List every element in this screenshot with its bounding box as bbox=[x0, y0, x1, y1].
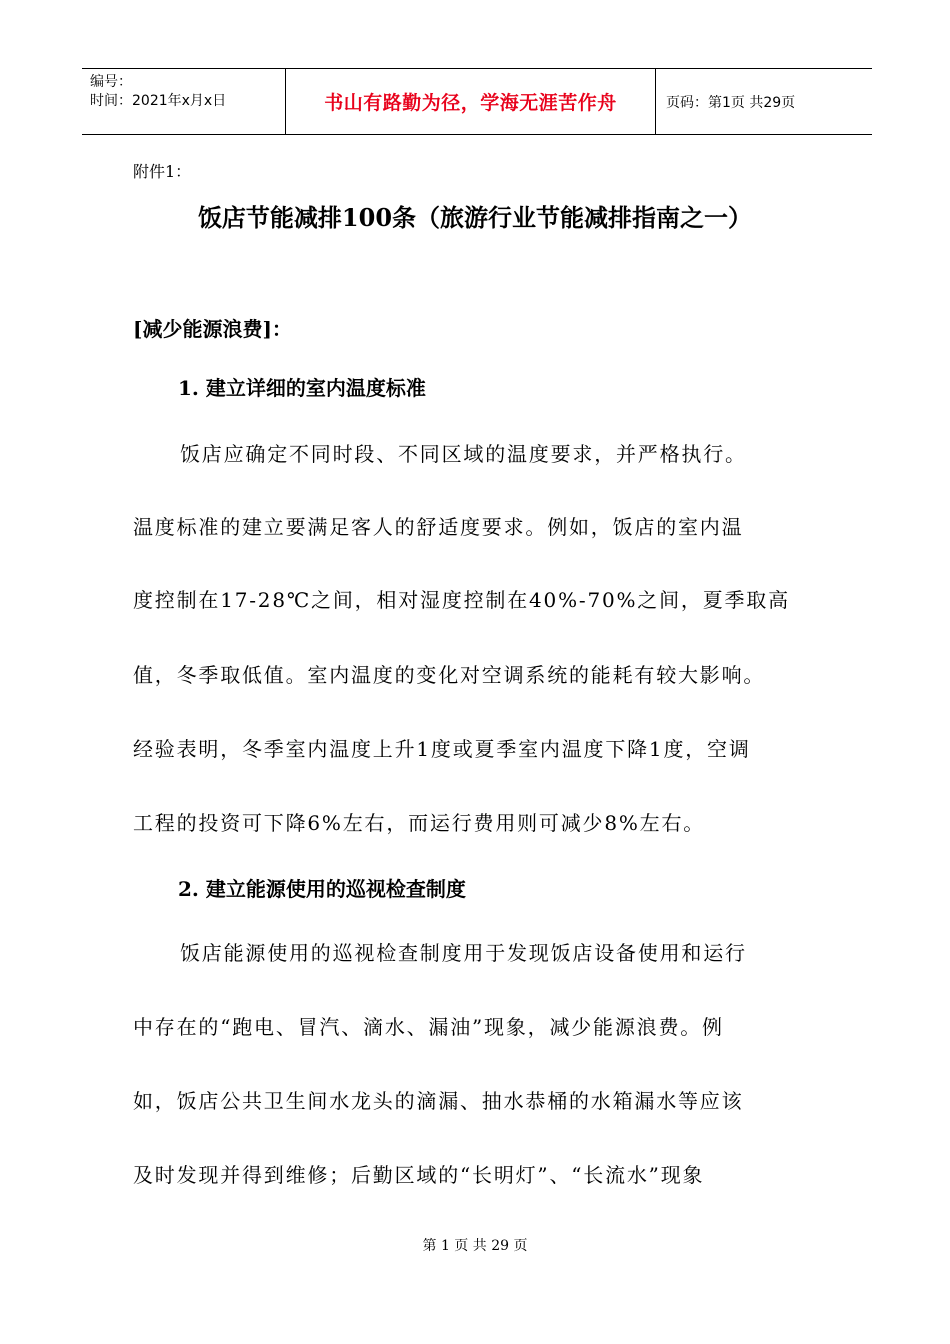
paragraph-line: 值，冬季取低值。室内温度的变化对空调系统的能耗有较大影响。 bbox=[133, 663, 766, 687]
header-page-cell bbox=[656, 69, 872, 134]
attachment-label: 附件1： bbox=[133, 162, 192, 181]
paragraph-line: 中存在的“跑电、冒汽、滴水、漏油”现象，减少能源浪费。例 bbox=[133, 1015, 724, 1039]
document-title: 饭店节能减排100条（旅游行业节能减排指南之一） bbox=[197, 203, 753, 232]
paragraph-line: 温度标准的建立要满足客人的舒适度要求。例如，饭店的室内温 bbox=[133, 515, 744, 539]
document-number-label: 编号： bbox=[90, 74, 132, 90]
item-heading-2: 2. 建立能源使用的巡视检查制度 bbox=[178, 877, 466, 901]
paragraph-line: 及时发现并得到维修；后勤区域的“长明灯”、“长流水”现象 bbox=[133, 1163, 705, 1187]
paragraph-line: 饭店应确定不同时段、不同区域的温度要求，并严格执行。 bbox=[180, 442, 747, 466]
item-heading-1: 1. 建立详细的室内温度标准 bbox=[178, 376, 426, 400]
header-meta bbox=[82, 69, 285, 134]
paragraph-line: 饭店能源使用的巡视检查制度用于发现饭店设备使用和运行 bbox=[180, 941, 747, 965]
header-motto-cell bbox=[285, 69, 656, 134]
section-heading: [减少能源浪费]： bbox=[133, 317, 292, 341]
document-date-label: 时间：2021年x月x日 bbox=[90, 93, 227, 109]
paragraph-line: 度控制在17-28℃之间，相对湿度控制在40%-70%之间，夏季取高 bbox=[133, 588, 790, 612]
header-motto: 书山有路勤为径，学海无涯苦作舟 bbox=[324, 92, 617, 114]
header-page-info: 页码：第1页 共29页 bbox=[666, 94, 796, 111]
paragraph-line: 工程的投资可下降6%左右，而运行费用则可减少8%左右。 bbox=[133, 811, 706, 835]
page-header bbox=[82, 68, 872, 135]
page-footer: 第 1 页 共 29 页 bbox=[422, 1238, 528, 1254]
paragraph-line: 如，饭店公共卫生间水龙头的滴漏、抽水恭桶的水箱漏水等应该 bbox=[133, 1089, 744, 1113]
paragraph-line: 经验表明，冬季室内温度上升1度或夏季室内温度下降1度，空调 bbox=[133, 737, 751, 761]
